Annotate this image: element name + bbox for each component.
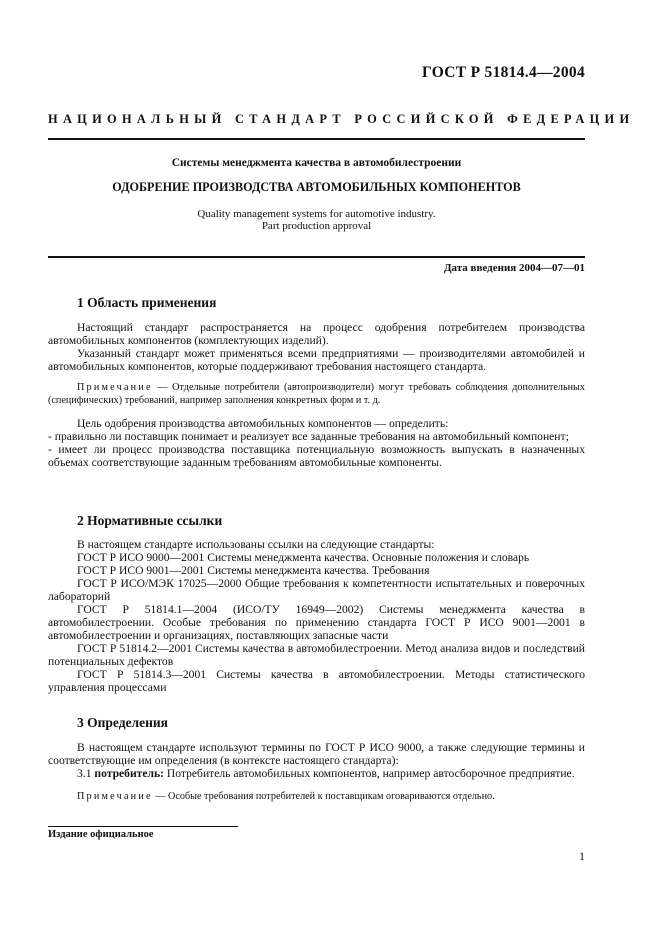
paragraph: Настоящий стандарт распространяется на процесс одобрения потребителем производства автомобильных компонентов (комплектующих изделий). bbox=[48, 321, 585, 347]
middle-divider bbox=[48, 256, 585, 258]
paragraph: В настоящем стандарте использованы ссылки на следующие стандарты: bbox=[77, 538, 435, 551]
top-divider bbox=[48, 138, 585, 140]
note-label: Примечание bbox=[77, 382, 153, 393]
note bbox=[48, 791, 585, 804]
reference-item: ГОСТ Р 51814.1—2004 (ИСО/ТУ 16949—2002) Системы менеджмента качества в автомобилестроении. Особые требования по применению стандарта ГОСТ Р ИСО 9001—2001 в автомобилестроении и организациях, поставляющих запасные части bbox=[48, 603, 585, 642]
section-scope bbox=[48, 295, 585, 469]
list-item: - правильно ли поставщик понимает и реализует все заданные требования на автомобильный компонент; bbox=[48, 430, 569, 443]
section-definitions bbox=[48, 715, 585, 804]
document-subtitle: Системы менеджмента качества в автомобилестроении bbox=[171, 157, 462, 169]
paragraph: Указанный стандарт может применяться всеми предприятиями — производителями автомобилей и автомобильных компонентов, которые поддерживают требования настоящего стандарта. bbox=[48, 347, 585, 373]
paragraph: В настоящем стандарте используют термины по ГОСТ Р ИСО 9000, а также следующие термины и соответствующие им определения (в контексте настоящего стандарта): bbox=[48, 741, 585, 767]
term-definition: Потребитель автомобильных компонентов, например автосборочное предприятие. bbox=[163, 767, 575, 780]
term: потребитель: bbox=[94, 767, 164, 780]
list-item: - имеет ли процесс производства поставщика потенциальную возможность выпускать в назначенных объемах соответствующие заданным требованиям автомобильные компоненты. bbox=[48, 443, 585, 469]
section-normative-references bbox=[48, 513, 585, 694]
paragraph: Цель одобрения производства автомобильных компонентов — определить: bbox=[77, 417, 449, 430]
section-heading: 1 Область применения bbox=[77, 295, 217, 310]
english-title-line-1: Quality management systems for automotive industry. bbox=[197, 208, 436, 220]
note-text: — Особые требования потребителей к поставщикам оговариваются отдельно. bbox=[152, 791, 495, 802]
intro-date: Дата введения 2004—07—01 bbox=[443, 262, 585, 274]
reference-item: ГОСТ Р 51814.3—2001 Системы качества в автомобилестроении. Методы статистического управления процессами bbox=[48, 668, 585, 694]
reference-item: ГОСТ Р ИСО/МЭК 17025—2000 Общие требования к компетентности испытательных и поверочных лабораторий bbox=[48, 577, 585, 603]
section-heading: 2 Нормативные ссылки bbox=[77, 513, 223, 528]
gost-code: ГОСТ Р 51814.4—2004 bbox=[421, 64, 585, 81]
footer-divider bbox=[48, 826, 238, 827]
document-title: ОДОБРЕНИЕ ПРОИЗВОДСТВА АВТОМОБИЛЬНЫХ КОМПОНЕНТОВ bbox=[112, 180, 521, 194]
section-body bbox=[48, 321, 585, 373]
english-title-line-2: Part production approval bbox=[261, 220, 372, 232]
section-body bbox=[48, 417, 585, 469]
national-standard-banner: НАЦИОНАЛЬНЫЙ СТАНДАРТ РОССИЙСКОЙ ФЕДЕРАЦИИ bbox=[48, 112, 635, 126]
edition-label: Издание официальное bbox=[48, 829, 154, 840]
note-text: — Отдельные потребители (автопроизводители) могут требовать соблюдения дополнительных (специфических) требований, например заполнения конкретных форм и т. д. bbox=[48, 382, 585, 406]
english-title bbox=[48, 208, 585, 232]
section-heading: 3 Определения bbox=[77, 715, 168, 730]
note-label: Примечание bbox=[77, 791, 153, 802]
reference-item: ГОСТ Р 51814.2—2001 Системы качества в автомобилестроении. Метод анализа видов и последствий потенциальных дефектов bbox=[48, 642, 585, 668]
section-body bbox=[48, 538, 585, 694]
page-number: 1 bbox=[579, 849, 585, 863]
definition-item bbox=[48, 767, 585, 780]
term-number: 3.1 bbox=[77, 767, 92, 780]
reference-item: ГОСТ Р ИСО 9000—2001 Системы менеджмента качества. Основные положения и словарь bbox=[77, 551, 530, 564]
reference-item: ГОСТ Р ИСО 9001—2001 Системы менеджмента качества. Требования bbox=[77, 564, 430, 577]
section-body bbox=[48, 741, 585, 780]
note bbox=[48, 382, 585, 407]
